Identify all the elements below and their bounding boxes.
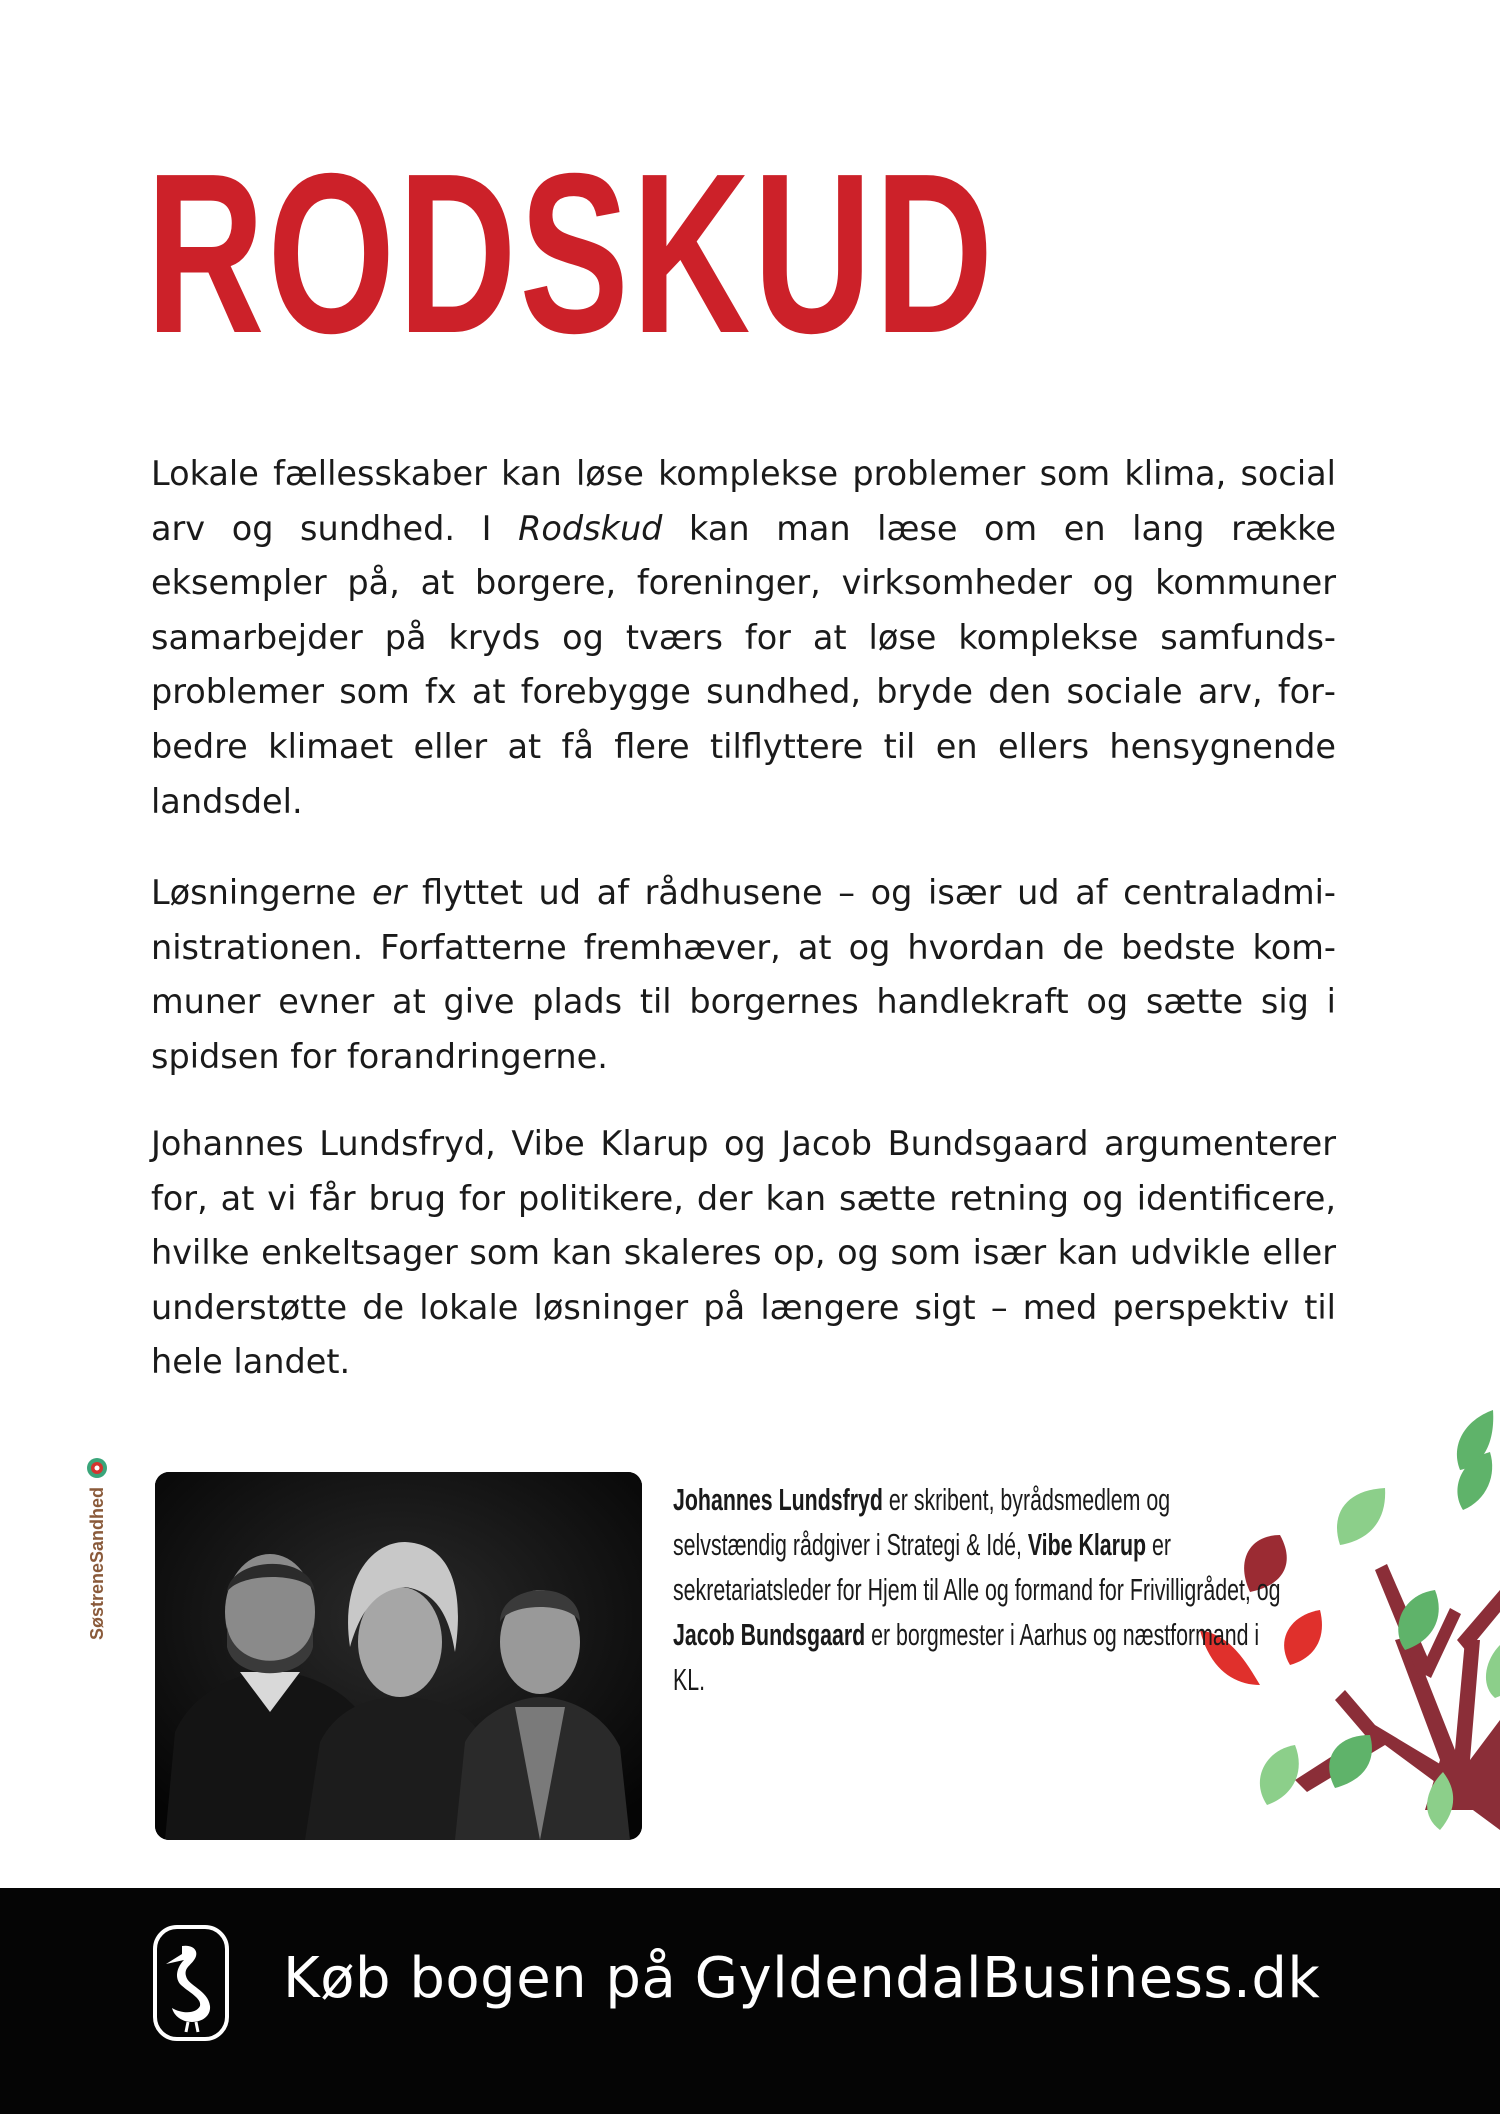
author-name-3: Jacob Bundsgaard — [673, 1618, 866, 1652]
footer-bar — [0, 1888, 1500, 2114]
author-name-1: Johannes Lundsfryd — [673, 1483, 883, 1517]
bio-text-3: er borgmester i Aarhus og næstformand i KL. — [673, 1618, 1260, 1697]
p1-text-before: Lokale fællesskaber kan løse komplekse problemer som klima, social arv og sundhed. I — [151, 454, 1336, 548]
p2-emphasis: er — [371, 873, 407, 912]
side-brand-text: SøstreneSandhed — [86, 1486, 107, 1640]
description-paragraph-2 — [151, 866, 1336, 1084]
description-paragraph-3: Johannes Lundsfryd, Vibe Klarup og Jacob Bundsgaard argumenterer for, at vi får brug for politikere, der kan sætte retning og identificere, hvilke enkeltsager som kan skaleres op, og som især kan udvikle eller understøtte de lokale løsninger på længere sigt – med perspektiv til hele landet. — [151, 1124, 1336, 1382]
p2-text-after: flyttet ud af rådhusene – og især ud af centraladministrationen. Forfatterne fremhæver, at og hvordan de bedste kommuner evner at give plads til borgernes handlekraft og sætte sig i spidsen for forandringerne. — [151, 873, 1337, 1076]
side-brand — [86, 1457, 108, 1640]
bio-text-2: er sekretariatsleder for Hjem til Alle og formand for Frivilligrådet, og — [673, 1528, 1281, 1607]
flower-icon — [86, 1457, 108, 1479]
book-title: RODSKUD — [146, 127, 997, 381]
buy-book-link[interactable]: Køb bogen på GyldendalBusiness.dk — [283, 1946, 1321, 2011]
p1-text-after: kan man læse om en lang række eksempler på, at borgere, foreninger, virksomheder og kommuner samarbejder på kryds og tværs for at løse komplekse samfundsproblemer som fx at forebygge sundhed, bryde den sociale arv, forbedre klimaet eller at få flere tilflyttere til en ellers hensygnende landsdel. — [151, 508, 1336, 821]
p2-text-before: Løsningerne — [151, 873, 372, 912]
heron-icon[interactable] — [152, 1924, 230, 2046]
authors-bio — [673, 1478, 1293, 1798]
description-paragraph-1 — [151, 447, 1336, 829]
authors-photo — [155, 1472, 642, 1840]
author-name-2: Vibe Klarup — [1027, 1528, 1147, 1562]
book-title-italic: Rodskud — [518, 508, 663, 548]
bio-text-1: er skribent, byrådsmedlem og selvstændig rådgiver i Strategi & Idé, — [673, 1483, 1171, 1562]
